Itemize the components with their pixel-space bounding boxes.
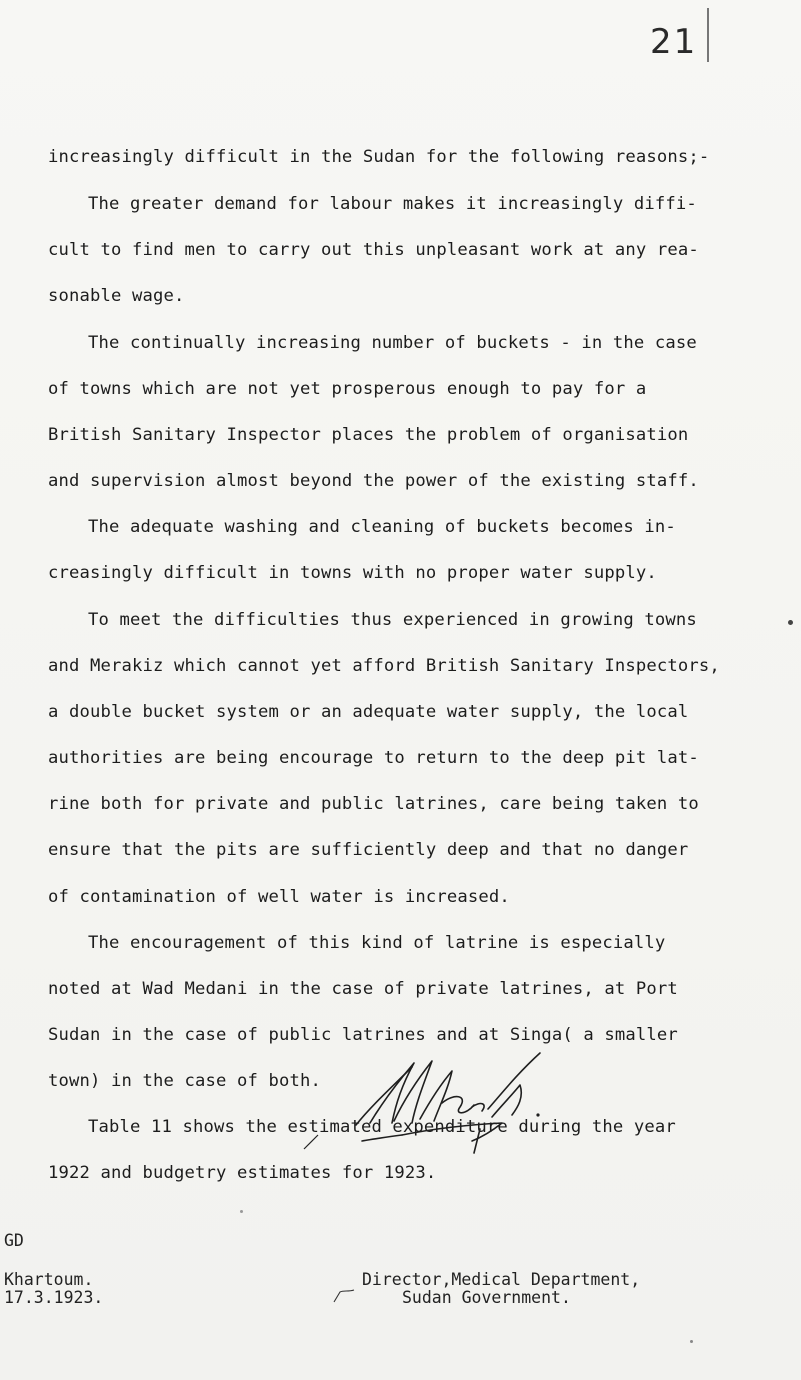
text-line: cult to find men to carry out this unpleasant work at any rea- [48, 240, 699, 260]
text-line: and Merakiz which cannot yet afford British Sanitary Inspectors, [48, 656, 720, 676]
initials: GD [4, 1231, 24, 1250]
text-line: rine both for private and public latrines, care being taken to [48, 794, 699, 814]
text-line: The continually increasing number of buckets - in the case [88, 333, 697, 353]
text-line: authorities are being encourage to return to the deep pit lat- [48, 748, 699, 768]
page-edge-mark [707, 8, 709, 62]
ink-speck [240, 1210, 243, 1213]
text-line: The greater demand for labour makes it increasingly diffi- [88, 194, 697, 214]
text-line: British Sanitary Inspector places the problem of organisation [48, 425, 689, 445]
handwritten-signature [342, 1045, 562, 1160]
ink-speck [690, 1340, 693, 1343]
text-line: creasingly difficult in towns with no proper water supply. [48, 563, 657, 583]
text-line: The adequate washing and cleaning of buckets becomes in- [88, 517, 676, 537]
text-line: To meet the difficulties thus experienced in growing towns [88, 610, 697, 630]
text-line: 1922 and budgetry estimates for 1923. [48, 1163, 437, 1183]
text-line: sonable wage. [48, 286, 185, 306]
text-line: town) in the case of both. [48, 1071, 321, 1091]
date-label: 17.3.1923. [4, 1288, 104, 1307]
text-line: The encouragement of this kind of latrine is especially [88, 933, 666, 953]
text-line: increasingly difficult in the Sudan for the following reasons;- [48, 147, 710, 167]
text-line: a double bucket system or an adequate water supply, the local [48, 702, 689, 722]
text-line: of towns which are not yet prosperous enough to pay for a [48, 379, 647, 399]
text-line: of contamination of well water is increased. [48, 887, 510, 907]
page-number: 21 [650, 22, 698, 62]
ink-speck [788, 620, 793, 625]
signatory-title: Director,Medical Department, [362, 1270, 641, 1289]
text-line: Table 11 shows the estimated expenditure during the year [88, 1117, 676, 1137]
text-line: noted at Wad Medani in the case of private latrines, at Port [48, 979, 678, 999]
signature-tail-mark [330, 1270, 360, 1304]
text-line: ensure that the pits are sufficiently deep and that no danger [48, 840, 689, 860]
signatory-organisation: Sudan Government. [402, 1288, 571, 1307]
text-line: Sudan in the case of public latrines and at Singa( a smaller [48, 1025, 678, 1045]
place-label: Khartoum. [4, 1270, 94, 1289]
text-line: and supervision almost beyond the power of the existing staff. [48, 471, 699, 491]
signature-flourish-mark [302, 1133, 322, 1153]
